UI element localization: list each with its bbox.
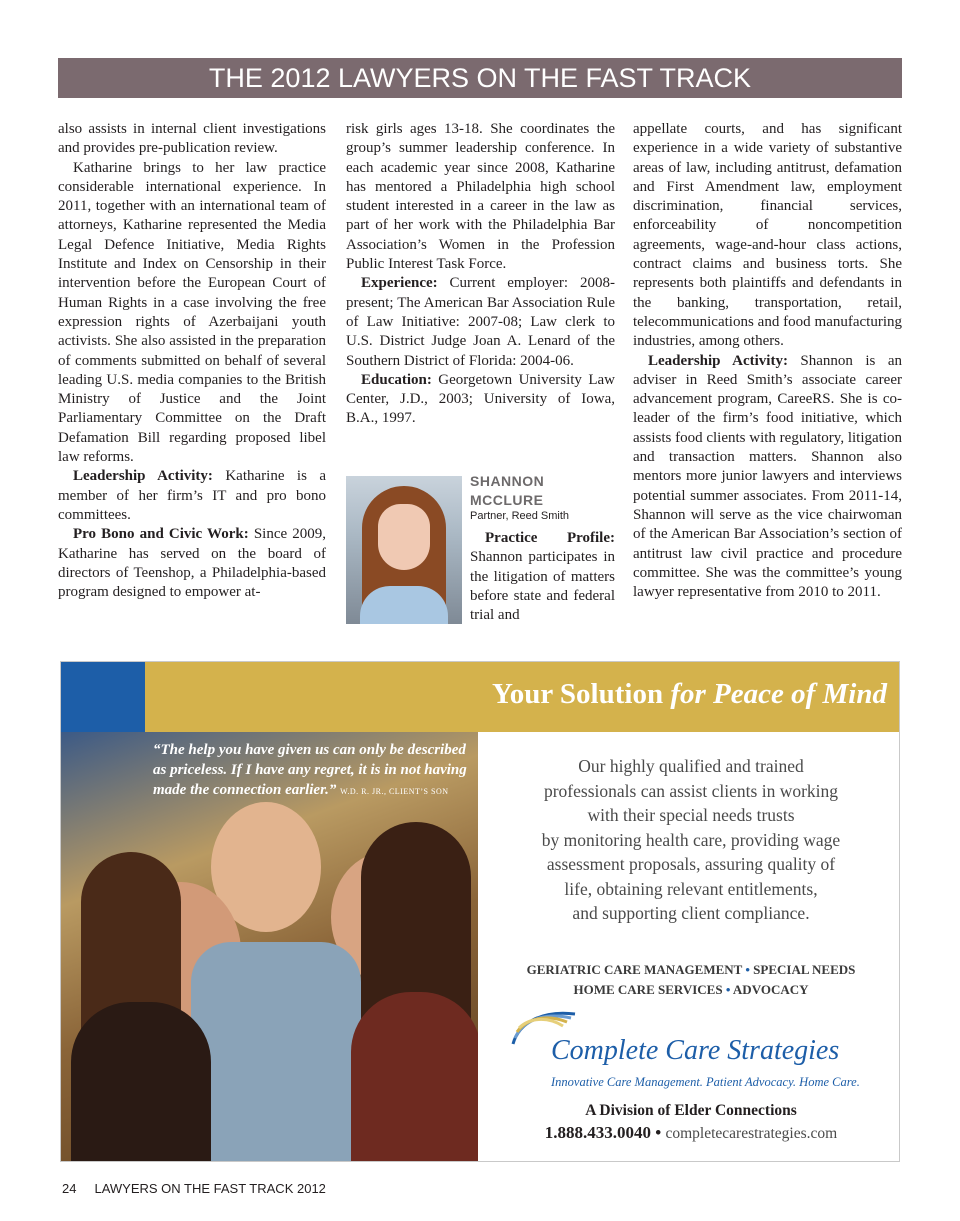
headshot-photo [346,476,462,624]
paragraph: Leadership Activity: Shannon is an adviser in Reed Smith’s associate career advancement program, CareeRS. She is co-leader of the firm’s food initiative, which assists food clients with regulatory, litigation and transaction matters. Shannon also mentors more junior lawyers and interviews potential summer associates. From 2011-14, Shannon will serve as the vice chairwoman of the American Bar Association’s section of antitrust law civil practice and procedure committee. She was the committee’s young lawyer representative from 2010 to 2011. [633,352,902,601]
article-column-1 [58,120,326,602]
quote-attribution: W.D. R. JR., CLIENT’S SON [340,787,449,796]
pro-bono-label: Pro Bono and Civic Work: [73,526,249,543]
paragraph: Experience: Current employer: 2008-present; The American Bar Association Rule of Law Initiative: 2007-08; Law clerk to U.S. District Judge Joan A. Lenard of the Southern District of Florida: 2004-06. [346,275,615,369]
ad-website: completecarestrategies.com [665,1125,838,1142]
paragraph: Pro Bono and Civic Work: Since 2009, Katharine has served on the board of directors of Teenshop, a Philadelphia-based program designed to empower at- [58,526,326,601]
paragraph: Education: Georgetown University Law Center, J.D., 2003; University of Iowa, B.A., 1997. [346,371,615,427]
page-number: 24 [62,1181,77,1196]
paragraph: risk girls ages 13-18. She coordinates the group’s summer leadership conference. In each academic year since 2008, Katharine has mentored a Philadelphia high school student interested in a career in the law as part of her work with the Philadelphia Bar Association’s Women in the Profession Public Interest Task Force. [346,121,615,273]
ad-services-list: GERIATRIC CARE MANAGEMENT • SPECIAL NEEDS HOME CARE SERVICES • ADVOCACY [526,962,856,997]
family-photo [61,732,478,1162]
paragraph: Katharine brings to her law practice considerable international experience. In 2011, together with an international team of attorneys, Katharine represented the Media Legal Defence Initiative, Media Rights Institute and Index on Censorship in their intervention before the European Court of Human Rights in a case involving the free expression rights of Azerbaijani youth activists. She also assisted in the preparation of comments submitted on behalf of several leading U.S. media companies to the British Ministry of Justice and the Joint Parliamentary Committee on the Draft Defamation Bill regarding proposed libel law reforms. [58,159,326,466]
ad-division: A Division of Elder Connections [585,1102,797,1119]
practice-label: Practice Profile: [485,530,615,546]
ad-brand-name: Complete Care Strategies [551,1035,840,1066]
advertisement [60,661,900,1162]
ad-header-bar [145,662,900,732]
profile-name: SHANNON MCCLURE [470,473,545,508]
paragraph: also assists in internal client investigations and provides pre-publication review. [58,121,326,157]
section-banner [58,58,902,98]
education-label: Education: [361,371,432,388]
paragraph: Leadership Activity: Katharine is a member of her firm’s IT and pro bono committees. [58,468,326,523]
profile-shannon-mcclure [346,472,615,624]
practice-profile: Practice Profile: Shannon participates in the litigation of matters before state and federal trial and [470,530,615,624]
article-column-2 [346,120,615,429]
article-column-3 [633,120,902,602]
publication-title: LAWYERS ON THE FAST TRACK 2012 [94,1181,326,1196]
ad-headline: Your Solution for Peace of Mind [491,678,887,710]
paragraph: appellate courts, and has significant experience in a wide variety of substantive areas of law, including antitrust, defamation and First Amendment law, employment discrimination, financial services, enforceability of noncompetition agreements, wage-and-hour class actions, contract claims and business torts. She represents both plaintiffs and defendants in the banking, transportation, retail, telecommunications and food manufacturing industries, among others. [633,121,902,350]
ad-body-text: Our highly qualified and trained professionals can assist clients in working with their special needs trusts by monitoring health care, providing wage assessment proposals, assuring quality of life, obtaining relevant entitlements, and supporting client compliance. [541,756,841,923]
ad-quote: “The help you have given us can only be described as priceless. If I have any regret, it is in not having made the connection earlier.” W.D. R. JR., CLIENT’S SON [153,742,467,798]
ad-tagline: Innovative Care Management. Patient Advocacy. Home Care. [551,1075,860,1089]
profile-role: Partner, Reed Smith [470,510,570,522]
leadership-label: Leadership Activity: [648,352,788,369]
ad-contact: 1.888.433.0040 • completecarestrategies.com [544,1123,838,1142]
experience-label: Experience: [361,275,438,292]
page-footer [62,1181,326,1196]
ad-phone: 1.888.433.0040 [544,1123,652,1142]
banner-title: THE 2012 LAWYERS ON THE FAST TRACK [208,63,752,93]
ad-blue-block [61,662,145,732]
leadership-label: Leadership Activity: [73,468,213,485]
